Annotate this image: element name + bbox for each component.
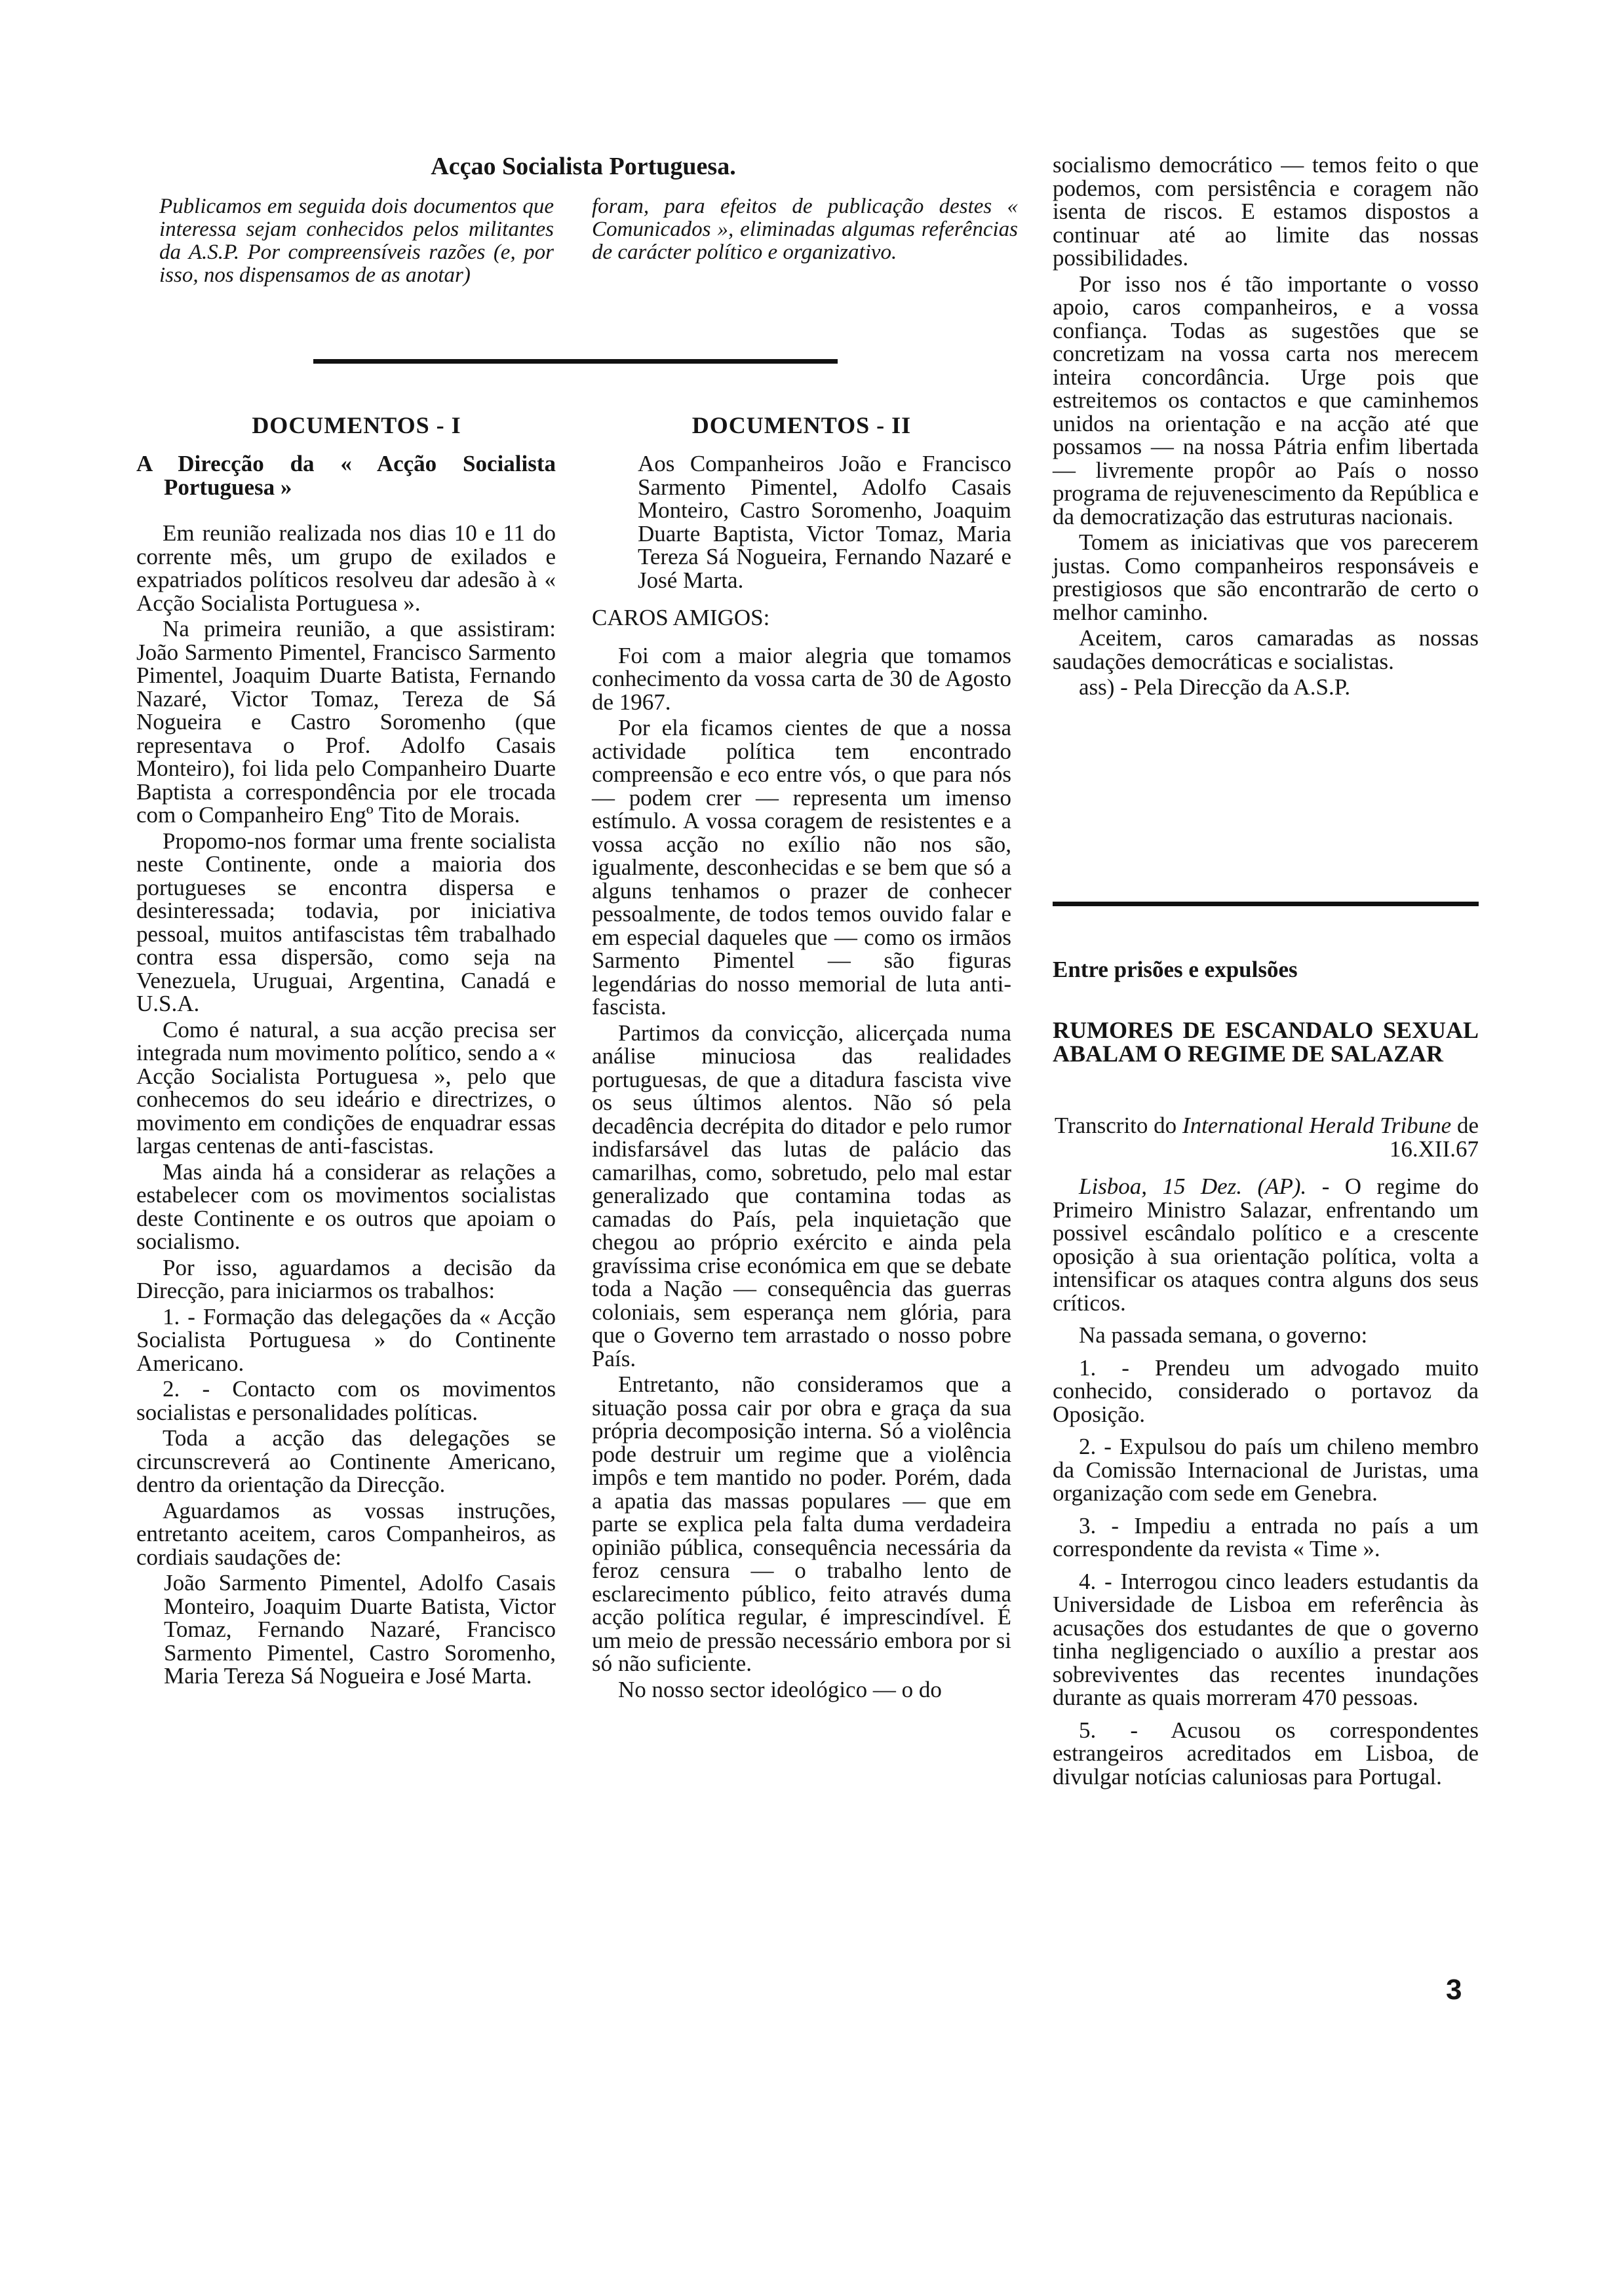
article-column — [1053, 958, 1479, 1791]
doc2-paragraph: Tomem as iniciativas que vos parecerem justas. Como companheiros responsáveis e prestigiosos que são encontrarão de certo o melhor caminho. — [1053, 529, 1479, 625]
article-source — [1053, 1114, 1479, 1160]
article-source-date: de 16.XII.67 — [1389, 1113, 1479, 1162]
article-dateline: Lisboa, 15 Dez. (AP). — [1079, 1174, 1307, 1199]
article-intro: Na passada semana, o governo: — [1079, 1322, 1368, 1348]
doc1-paragraph: Como é natural, a sua acção precisa ser integrada num movimento político, sendo a « Acção Socialista Portuguesa », pelo que conhecemos do seu ideário e directrizes, o movimento em condições de enquadrar essas largas centenas de anti-fascistas. — [136, 1016, 556, 1158]
doc2-salutation: CAROS AMIGOS: — [592, 605, 770, 630]
doc1-paragraph: Por isso, aguardamos a decisão da Direcção, para iniciarmos os trabalhos: — [136, 1254, 556, 1303]
article-source-publication: International Herald Tribune — [1182, 1113, 1452, 1138]
article-list-item: 1. - Prendeu um advogado muito conhecido, considerado o portavoz da Oposição. — [1053, 1354, 1479, 1427]
article-list-item: 2. - Expulsou do país um chileno membro da Comissão Internacional de Juristas, uma organização com sede em Genebra. — [1053, 1434, 1479, 1506]
doc2-paragraph: Entretanto, não consideramos que a situação possa cair por obra e graça da sua própria decomposição interna. Só a violência pode destruir um regime que a violência impôs e tem mantido no poder. Porém, dada a apatia das massas populares — que em parte se explica pela falta duma verdadeira opinião pública, consequência necessária da feroz censura — o trabalho lento de esclarecimento público, feito através duma acção política regular, é imprescindível. É um meio de pressão necessário embora por si só não suficiente. — [592, 1371, 1011, 1676]
article-list-item: 4. - Interrogou cinco leaders estudantis da Universidade de Lisboa em referência às acusações dos estudantes de que o governo tinha negligenciado o auxílio a prestar aos sobreviventes das recentes inundações durante as quais morreram 470 pessoas. — [1053, 1568, 1479, 1710]
article-rule — [1053, 902, 1479, 906]
article-section: Entre prisões e expulsões — [1053, 957, 1298, 982]
doc2-paragraph: socialismo democrático — temos feito o que podemos, com persistência e coragem não isenta de riscos. E estamos dispostos a continuar até ao limite das nossas possibilidades. — [1053, 152, 1479, 271]
doc1-paragraph: Em reunião realizada nos dias 10 e 11 do corrente mês, um grupo de exilados e expatriados políticos resolveu dar adesão à « Acção Socialista Portuguesa ». — [136, 520, 556, 616]
doc1-paragraph: Toda a acção das delegações se circunscreverá ao Continente Americano, dentro da orientação da Direcção. — [136, 1425, 556, 1497]
header-rule — [313, 359, 838, 364]
doc2-paragraph: Aceitem, caros camaradas as nossas saudações democráticas e socialistas. — [1053, 625, 1479, 674]
article-lead — [1053, 1175, 1479, 1314]
doc1-paragraph: Aguardamos as vossas instruções, entretanto aceitem, caros Companheiros, as cordiais saudações de: — [136, 1497, 556, 1570]
doc2-paragraph: Foi com a maior alegria que tomamos conhecimento da vossa carta de 30 de Agosto de 1967. — [592, 642, 1011, 715]
article-lead-text: - O regime do Primeiro Ministro Salazar, enfrentando um possivel escândalo político e a crescente oposição à sua orientação política, volta a intensificar os ataques contra alguns dos seus críticos. — [1053, 1174, 1479, 1316]
doc1-paragraph: Mas ainda há a considerar as relações a estabelecer com os movimentos socialistas deste Continente e os outros que apoiam o socialismo. — [136, 1158, 556, 1254]
doc1-column — [136, 452, 556, 1691]
doc2-paragraph: Por ela ficamos cientes de que a nossa actividade política tem encontrado compreensão e eco entre vós, o que para nós — podem crer — representa um imenso estímulo. A vossa coragem de resistentes e a vossa acção no exílio não nos são, igualmente, desconhecidas e se bem que só a alguns tenhamos o prazer de conhecer pessoalmente, de todos temos ouvido falar e em especial daqueles que — como os irmãos Sarmento Pimentel — são figuras legendárias do nosso memorial de luta anti-fascista. — [592, 715, 1011, 1020]
doc2-signature: ass) - Pela Direcção da A.S.P. — [1079, 674, 1351, 700]
article-headline: RUMORES DE ESCANDALO SEXUAL ABALAM O REGIME DE SALAZAR — [1053, 1017, 1479, 1067]
doc2-heading: DOCUMENTOS - II — [691, 412, 912, 438]
article-list-item: 3. - Impediu a entrada no país a um correspondente da revista « Time ». — [1053, 1512, 1479, 1561]
article-source-prefix: Transcrito do — [1054, 1113, 1177, 1138]
intro-left: Publicamos em seguida dois documentos que interessa sejam conhecidos pelos militantes da A.S.P. Por compreensíveis razões (e, por isso, nos dispensamos de as anotar) — [159, 195, 554, 287]
doc1-signatories: João Sarmento Pimentel, Adolfo Casais Monteiro, Joaquim Duarte Batista, Victor Tomaz, Fernando Nazaré, Francisco Sarmento Pimentel, Castro Soromenho, Maria Tereza Sá Nogueira e José Marta. — [164, 1570, 556, 1689]
doc1-addressee: A Direcção da « Acção Socialista Portuguesa » — [136, 451, 556, 500]
doc2-paragraph: No nosso sector ideológico — o do — [618, 1676, 942, 1702]
article-list-item: 5. - Acusou os correspondentes estrangeiros acreditados em Lisboa, de divulgar notícias caluniosas para Portugal. — [1053, 1717, 1479, 1789]
doc2-paragraph: Partimos da convicção, alicerçada numa análise minuciosa das realidades portuguesas, de que a ditadura fascista vive os seus últimos alentos. Não só pela decadência decrépita do ditador e pelo rumor indisfarsável das lutas de palácio das camarilhas, como, sobretudo, pelo mal estar generalizado que contamina todas as camadas do País, pela inquietação que chegou ao próprio exército e ainda pela gravíssima crise económica em que se debate toda a Nação — consequência das guerras coloniais, sem esperança nem glória, para que o Governo tem arrastado o nosso pobre País. — [592, 1020, 1011, 1371]
doc2-continued-column — [1053, 153, 1479, 702]
doc1-paragraph: Na primeira reunião, a que assistiram: João Sarmento Pimentel, Francisco Sarmento Pimentel, Joaquim Duarte Batista, Fernando Nazaré, Victor Tomaz, Tereza de Sá Nogueira e Castro Soromenho (que representava o Prof. Adolfo Casais Monteiro), foi lida pelo Companheiro Duarte Baptista a correspondência por ele trocada com o Companheiro Engº Tito de Morais. — [136, 616, 556, 828]
intro-right: foram, para efeitos de publicação destes « Comunicados », eliminadas algumas referências de carácter político e organizativo. — [592, 195, 1018, 264]
page-title: Acçao Socialista Portuguesa. — [431, 153, 736, 180]
doc1-list-item: 1. - Formação das delegações da « Acção Socialista Portuguesa » do Continente Americano. — [136, 1303, 556, 1376]
doc1-paragraph: Propomo-nos formar uma frente socialista neste Continente, onde a maioria dos portugueses se encontra dispersa e desinteressada; todavia, por iniciativa pessoal, muitos antifascistas têm trabalhado contra essa dispersão, como seja na Venezuela, Uruguai, Argentina, Canadá e U.S.A. — [136, 828, 556, 1016]
doc2-column — [592, 452, 1011, 1704]
doc2-addressee: Aos Companheiros João e Francisco Sarmento Pimentel, Adolfo Casais Monteiro, Castro Soromenho, Joaquim Duarte Baptista, Victor Tomaz, Maria Tereza Sá Nogueira, Fernando Nazaré e José Marta. — [638, 451, 1011, 593]
doc1-list-item: 2. - Contacto com os movimentos socialistas e personalidades políticas. — [136, 1376, 556, 1425]
page-number: 3 — [1446, 1974, 1462, 2006]
doc1-heading: DOCUMENTOS - I — [252, 412, 461, 438]
doc2-paragraph: Por isso nos é tão importante o vosso apoio, caros companheiros, e a vossa confiança. Todas as sugestões que se concretizam na vossa carta nos merecem inteira concordância. Urge pois que estreitemos os contactos e que caminhemos unidos na orientação e na acção até que possamos — na nossa Pátria enfim libertada — livremente propôr ao País o nosso programa de rejuvenescimento da República e da democratização das estruturas nacionais. — [1053, 271, 1479, 529]
